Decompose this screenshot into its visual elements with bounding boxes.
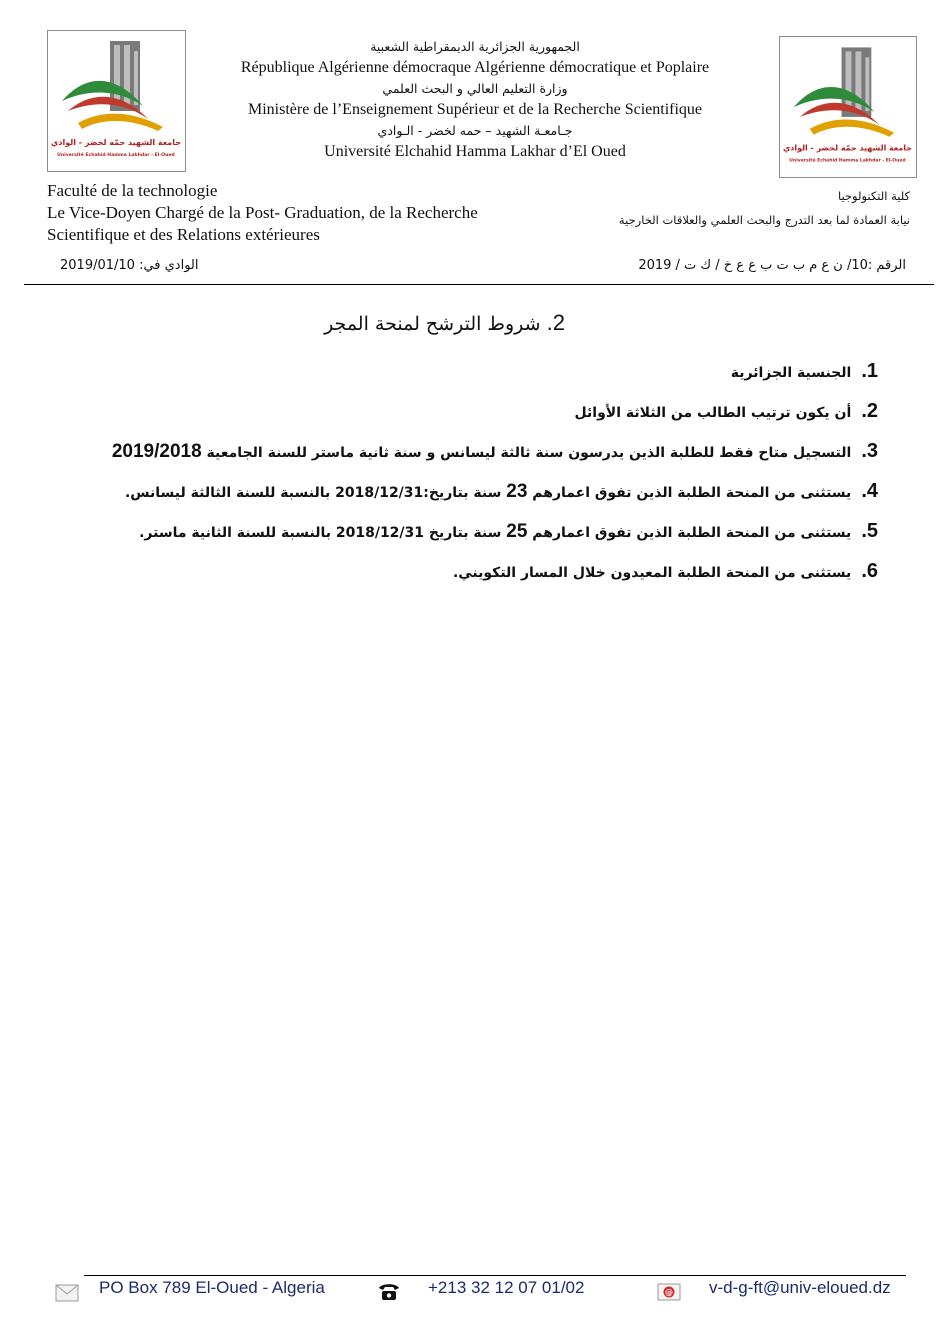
header-french-university: Université Elchahid Hamma Lakhar d’El Oued <box>324 143 626 160</box>
page-footer <box>0 1278 950 1304</box>
header-divider <box>24 284 934 285</box>
condition-item <box>178 356 878 396</box>
faculty-arabic-block <box>570 184 910 232</box>
logo-french-text: Université Echahid Hamma Lakhdar - El-Oued <box>57 153 175 158</box>
email-at-icon <box>657 1282 681 1302</box>
section-title-text: شروط الترشح لمنحة المجر <box>324 313 541 335</box>
condition-text: يستثنى من المنحة الطلبة الذين تفوق اعمارهم <box>527 525 852 541</box>
condition-text: الجنسية الجزائرية <box>730 365 852 381</box>
vice-dean-title-fr-line1: Le Vice-Doyen Chargé de la Post- Graduation, de la Recherche <box>47 203 478 222</box>
header-arabic-university: جـامعـة الشهيد – حمه لخضر - الـوادي <box>377 123 573 138</box>
logo-arabic-text: جامعة الشهيد حمّه لخضر - الوادي <box>51 138 181 147</box>
university-logo-right <box>779 36 917 178</box>
condition-item <box>111 436 878 476</box>
vice-dean-title-fr-line2: Scientifique et des Relations extérieures <box>47 225 320 244</box>
condition-number: 2. <box>861 400 878 422</box>
university-emblem-icon <box>780 37 916 177</box>
faculty-french-block <box>47 180 567 246</box>
condition-number: 6. <box>861 560 878 582</box>
document-reference: الرقم :10/ ن ع م ب ت ب ع ع خ / ك ت / 2019 <box>638 258 906 273</box>
condition-item <box>124 476 878 516</box>
condition-text-rest: سنة بتاريخ 2018/12/31 بالنسبة للسنة الثانية ماستر. <box>139 525 507 541</box>
vice-dean-title-ar: نيابة العمادة لما بعد التدرج والبحث العلمي والعلاقات الخارجية <box>618 213 910 227</box>
header-arabic-republic: الجمهورية الجزائرية الديمقراطية الشعبية <box>370 39 580 54</box>
faculty-name-ar: كلية التكنولوجيا <box>837 189 910 203</box>
condition-number: 3. <box>861 440 878 462</box>
document-date: الوادي في: 2019/01/10 <box>60 258 199 273</box>
condition-item <box>139 516 878 556</box>
envelope-icon <box>55 1283 79 1303</box>
university-emblem-icon <box>48 31 185 171</box>
footer-address: PO Box 789 El-Oued - Algeria <box>99 1278 325 1297</box>
condition-item <box>178 396 878 436</box>
condition-item <box>178 556 878 596</box>
condition-number: 4. <box>861 480 878 502</box>
condition-text: يستثنى من المنحة الطلبة الذين تفوق اعمارهم <box>527 485 852 501</box>
svg-text:@: @ <box>665 1288 673 1297</box>
condition-text: التسجيل متاح فقط للطلبة الذين يدرسون سنة ثالثة ليسانس و سنة ثانية ماستر للسنة الجامعية <box>201 445 852 461</box>
footer-email[interactable]: v-d-g-ft@univ-eloued.dz <box>709 1278 891 1297</box>
conditions-list <box>111 356 878 596</box>
condition-number: 1. <box>861 360 878 382</box>
footer-phone: +213 32 12 07 01/02 <box>428 1278 585 1297</box>
footer-divider <box>84 1275 906 1276</box>
header-french-ministry: Ministère de l’Enseignement Supérieur et de la Recherche Scientifique <box>247 101 703 118</box>
section-title <box>200 310 565 336</box>
header-arabic-ministry: وزارة التعليم العالي و البحث العلمي <box>382 81 568 96</box>
university-logo-left <box>47 30 186 172</box>
section-number: 2. <box>546 310 565 335</box>
faculty-name-fr: Faculté de la technologie <box>47 181 218 200</box>
condition-highlight: 2019/2018 <box>111 441 202 462</box>
logo-french-text: Université Echahid Hamma Lakhdar - El-Oued <box>789 158 906 164</box>
condition-highlight: 25 <box>506 521 528 542</box>
condition-text: يستثنى من المنحة الطلبة المعيدون خلال المسار التكويني. <box>452 565 852 581</box>
logo-arabic-text: جامعة الشهيد حمّه لخضر - الوادي <box>783 143 912 153</box>
condition-text: أن يكون ترتيب الطالب من الثلاثة الأوائل <box>574 405 852 421</box>
condition-number: 5. <box>861 520 878 542</box>
condition-highlight: 23 <box>506 481 528 502</box>
document-header <box>190 36 760 162</box>
header-french-republic: République Algérienne démocraque Algérienne démocratique et Poplaire <box>240 59 710 76</box>
condition-text-rest: سنة بتاريخ:2018/12/31 بالنسبة للسنة الثالثة ليسانس. <box>124 485 507 501</box>
telephone-icon <box>377 1281 401 1301</box>
